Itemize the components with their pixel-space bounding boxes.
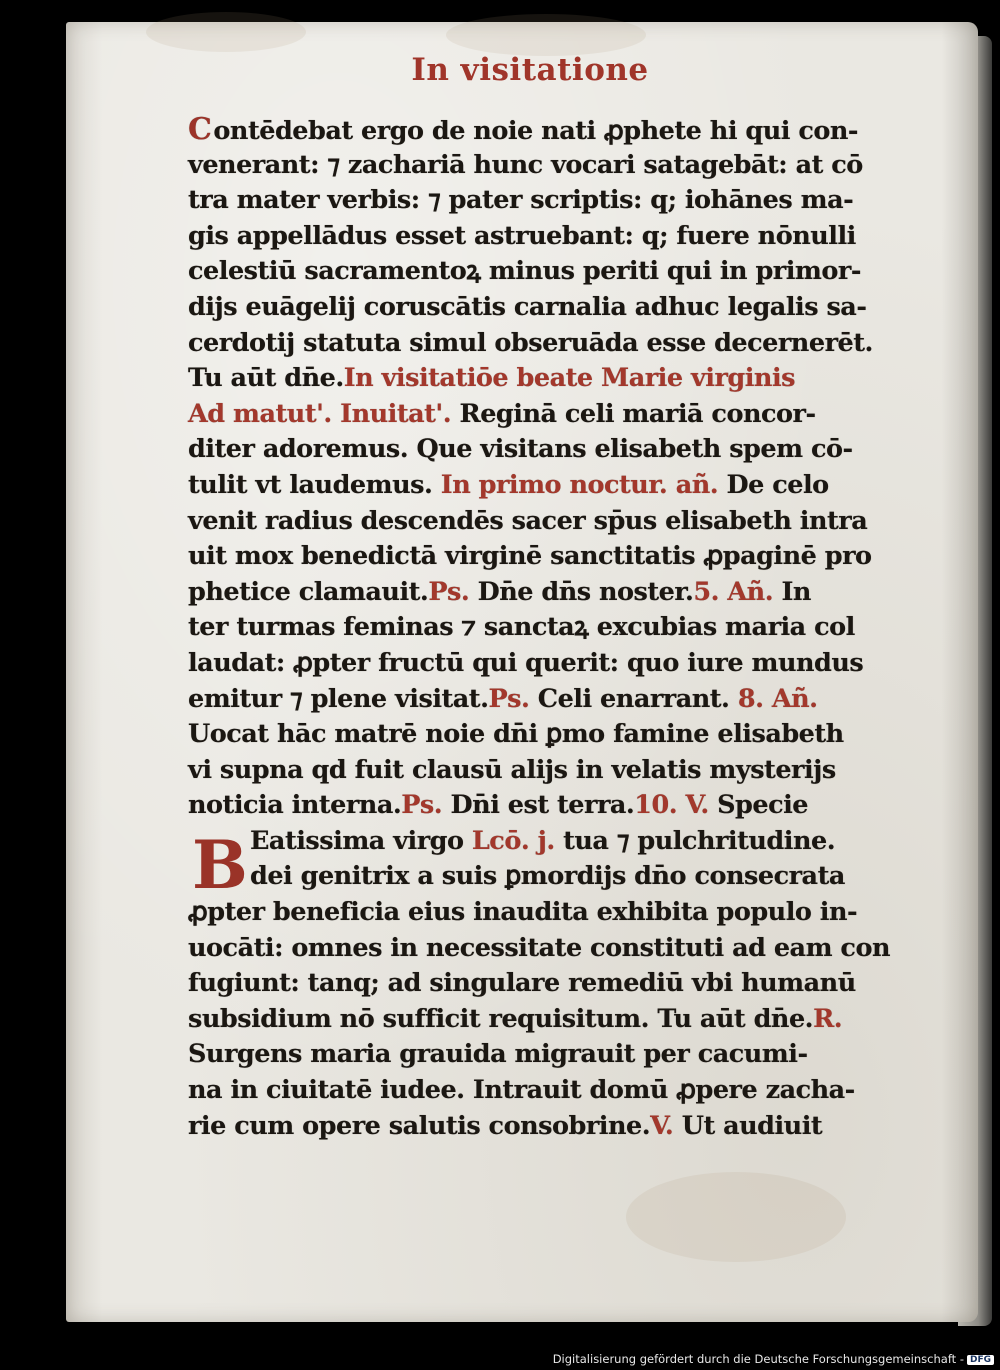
- paper-stain: [146, 12, 306, 52]
- text-line-27: Surgens maria grauida migrauit per cacumi-: [188, 1039, 808, 1070]
- text-line-18: Uocat hāc matrē noie dn̄i ꝑmo famine elisabeth: [188, 719, 844, 750]
- line-text: subsidium nō sufficit requisitum. Tu aūt dn̄e.: [188, 1003, 814, 1034]
- text-line-11: [188, 468, 918, 504]
- line-text: Dn̄e dn̄s noster.: [477, 576, 694, 607]
- text-line-1: [188, 112, 918, 148]
- text-line-25: fugiunt: tanq; ad singulare remediū vbi humanū: [188, 968, 856, 999]
- rubric: 10. V.: [634, 790, 709, 821]
- line-text: De celo: [726, 469, 829, 500]
- text-line-6: dijs euāgelij coruscātis carnalia adhuc legalis sa-: [188, 291, 867, 322]
- text-line-24: uocāti: omnes in necessitate constituti ad eam con: [188, 932, 891, 963]
- text-line-17: [188, 682, 918, 718]
- text-line-21: [188, 824, 918, 860]
- line-text: Dn̄i est terra.: [450, 790, 635, 821]
- page-heading: In visitatione: [411, 52, 649, 88]
- line-text: tua ⁊ pulchritudine.: [563, 825, 836, 856]
- text-line-16: laudat: ꝓpter fructū qui querit: quo iure mundus: [188, 647, 864, 678]
- line-text: emitur ⁊ plene visitat.: [188, 683, 489, 714]
- line-text: Eatissima virgo: [250, 825, 464, 856]
- line-text: Ut audiuit: [681, 1110, 823, 1141]
- text-line-10: diter adoremus. Que visitans elisabeth spem cō-: [188, 434, 853, 465]
- line-text: tulit vt laudemus.: [188, 469, 433, 500]
- rubric: V.: [650, 1110, 674, 1141]
- text-line-29: [188, 1109, 918, 1145]
- rubric: Ps.: [488, 683, 530, 714]
- text-line-28: na in ciuitatē iudee. Intrauit domū ꝓpere zacha-: [188, 1075, 855, 1106]
- text-line-8: [188, 361, 918, 397]
- decorated-initial-b: B: [192, 826, 248, 904]
- text-line-3: tra mater verbis: ⁊ pater scriptis: q; iohānes ma-: [188, 185, 854, 216]
- text-line-15: ter turmas feminas ⁊ sanctaꝝ excubias maria col: [188, 612, 855, 643]
- line-text: In: [781, 576, 811, 607]
- rubric: In visitatiōe beate Marie virginis: [343, 363, 795, 394]
- rubric: Ad matut'. Inuitat'.: [188, 398, 452, 429]
- rubric: R.: [813, 1003, 843, 1034]
- text-line-13: uit mox benedictā virginē sanctitatis ꝓpaginē pro: [188, 541, 872, 572]
- paper-stain: [446, 14, 646, 56]
- funding-text: Digitalisierung gefördert durch die Deutsche Forschungsgemeinschaft -: [552, 1352, 964, 1366]
- line-text: phetice clamauit.: [188, 576, 429, 607]
- text-line-26: [188, 1002, 918, 1038]
- line-text: Celi enarrant.: [537, 683, 730, 714]
- text-line-12: venit radius descendēs sacer sp̄us elisabeth intra: [188, 505, 868, 536]
- text-line-7: cerdotij statuta simul obseruāda esse decernerēt.: [188, 327, 873, 358]
- dfg-logo-badge: DFG: [967, 1355, 994, 1365]
- paper-stain: [626, 1172, 846, 1262]
- decorated-initial-c: C: [188, 112, 212, 147]
- rubric: In primo noctur. añ.: [440, 469, 719, 500]
- line-text: Specie: [717, 790, 809, 821]
- line-text: Reginā celi mariā concor-: [459, 398, 816, 429]
- text-line-22: dei genitrix a suis ꝑmordijs dn̄o consecrata: [250, 861, 845, 892]
- rubric: Ps.: [428, 576, 470, 607]
- funding-credit: [553, 1352, 994, 1366]
- line-text: rie cum opere salutis consobrine.: [188, 1110, 651, 1141]
- text-line-4: gis appellādus esset astruebant: q; fuere nōnulli: [188, 220, 856, 251]
- text-line-2: venerant: ⁊ zachariā hunc vocari satagebāt: at cō: [188, 149, 863, 180]
- rubric: 5. Añ.: [693, 576, 774, 607]
- line-text: noticia interna.: [188, 790, 402, 821]
- text-line-5: celestiū sacramentoꝝ minus periti qui in primor-: [188, 256, 861, 287]
- rubric: 8. Añ.: [737, 683, 818, 714]
- rubric: Ps.: [401, 790, 443, 821]
- text-column: [188, 112, 918, 1144]
- line-text: Tu aūt dn̄e.: [188, 363, 344, 394]
- text-line-14: [188, 575, 918, 611]
- text-line-19: vi supna qd fuit clausū alijs in velatis mysterijs: [188, 754, 836, 785]
- text-line-9: [188, 397, 918, 433]
- text-line-23: ꝓpter beneficia eius inaudita exhibita populo in-: [188, 897, 858, 928]
- rubric: Lcō. j.: [471, 825, 555, 856]
- text-line-20: [188, 788, 918, 824]
- line-text: ontēdebat ergo de noie nati ꝓphete hi qui con-: [213, 116, 858, 146]
